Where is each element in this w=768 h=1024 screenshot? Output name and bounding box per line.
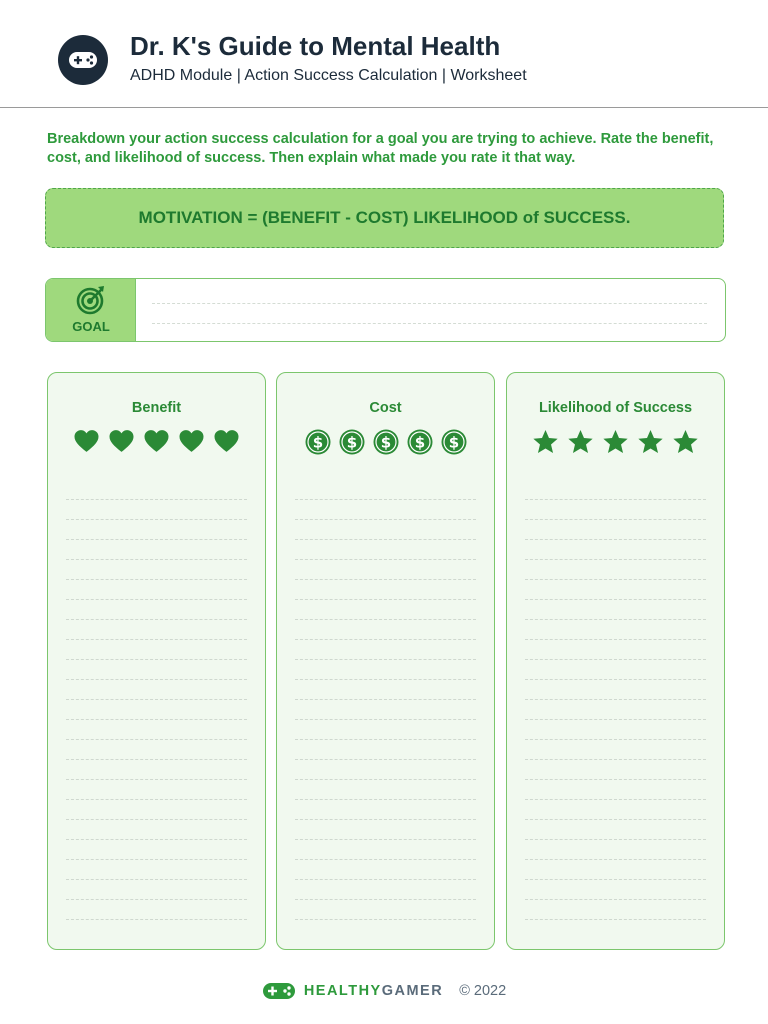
- svg-text:$: $: [346, 433, 357, 452]
- star-icon[interactable]: [672, 429, 699, 455]
- formula-text: MOTIVATION = (BENEFIT - COST) LIKELIHOOD of SUCCESS.: [138, 208, 631, 227]
- intro-text: Breakdown your action success calculation for a goal you are trying to achieve. Rate the benefit, cost, and likelihood of success. Then explain what made you rate it that way.: [47, 131, 714, 166]
- header: [0, 0, 768, 108]
- heart-icon[interactable]: [178, 429, 205, 453]
- likelihood-writing-lines: [525, 499, 706, 939]
- heart-icon[interactable]: [143, 429, 170, 453]
- heart-icon[interactable]: [213, 429, 240, 453]
- goal-field[interactable]: [45, 278, 726, 342]
- cost-writing-lines: [295, 499, 476, 939]
- gamepad-icon: [68, 49, 98, 71]
- writing-line: [152, 303, 707, 323]
- heart-icon[interactable]: [108, 429, 135, 453]
- logo-badge: [58, 35, 108, 85]
- goal-tab: [46, 279, 136, 341]
- dollar-coin-icon[interactable]: [407, 429, 433, 455]
- likelihood-rating[interactable]: [507, 429, 724, 455]
- copyright-text: © 2022: [459, 983, 507, 999]
- target-arrow-icon: [74, 284, 108, 316]
- svg-text:$: $: [414, 433, 425, 452]
- benefit-title: Benefit: [131, 400, 182, 416]
- star-icon[interactable]: [532, 429, 559, 455]
- page-title: Dr. K's Guide to Mental Health: [130, 31, 501, 61]
- dollar-coin-icon[interactable]: [441, 429, 467, 455]
- healthygamer-logo-icon: [262, 981, 296, 1001]
- goal-label: GOAL: [72, 319, 110, 334]
- cost-title: Cost: [369, 400, 402, 416]
- svg-text:$: $: [380, 433, 391, 452]
- page-subtitle: ADHD Module | Action Success Calculation | Worksheet: [130, 67, 527, 84]
- svg-text:$: $: [312, 433, 323, 452]
- writing-line: [152, 323, 707, 342]
- svg-text:$: $: [448, 433, 459, 452]
- cost-panel[interactable]: [276, 372, 495, 950]
- benefit-panel[interactable]: [47, 372, 266, 950]
- star-icon[interactable]: [637, 429, 664, 455]
- likelihood-panel[interactable]: [506, 372, 725, 950]
- benefit-writing-lines: [66, 499, 247, 939]
- dollar-coin-icon[interactable]: [305, 429, 331, 455]
- star-icon[interactable]: [602, 429, 629, 455]
- brand-name: HEALTHYGAMER: [303, 983, 444, 999]
- goal-writing-lines: [152, 303, 707, 342]
- heart-icon[interactable]: [73, 429, 100, 453]
- footer: [0, 978, 768, 1004]
- star-icon[interactable]: [567, 429, 594, 455]
- likelihood-title: Likelihood of Success: [538, 400, 693, 416]
- benefit-rating[interactable]: [48, 429, 265, 453]
- dollar-coin-icon[interactable]: [373, 429, 399, 455]
- cost-rating[interactable]: [277, 429, 494, 455]
- dollar-coin-icon[interactable]: [339, 429, 365, 455]
- formula-banner: [45, 188, 724, 248]
